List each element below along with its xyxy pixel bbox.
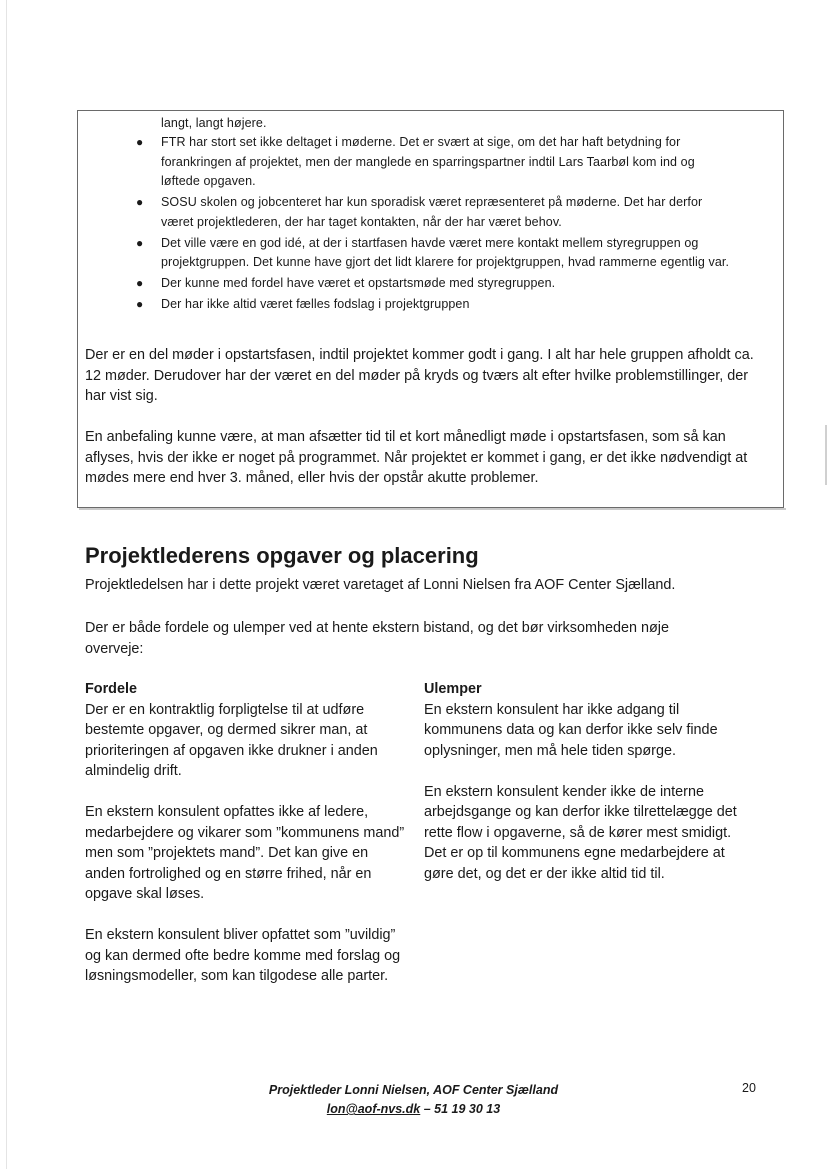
list-item <box>136 234 736 273</box>
box-bullet-list <box>136 133 736 316</box>
list-item-text: Der har ikke altid været fælles fodslag i projektgruppen <box>161 297 470 311</box>
bullet-icon: ● <box>136 195 144 209</box>
pros-column <box>85 679 410 1007</box>
box-paragraph-meetings: Der er en del møder i opstartsfasen, indtil projektet kommer godt i gang. I alt har hele gruppen afholdt ca. 12 møder. Derudover har der været en del møder på kryds og tværs alt efter hvilke problemstillinger, der har vist sig. <box>85 347 754 404</box>
bullet-icon: ● <box>136 276 144 290</box>
list-item-text: FTR har stort set ikke deltaget i møderne. Det er svært at sige, om det har haft betydning for forankringen af projektet, men der manglede en sparringspartner indtil Lars Taarbøl kom ind og løftede opgaven. <box>161 135 695 188</box>
cons-paragraph: En ekstern konsulent har ikke adgang til kommunens data og kan derfor ikke selv finde oplysninger, men må hele tiden spørge. <box>424 701 718 759</box>
bullet-icon: ● <box>136 135 144 149</box>
pros-paragraph: Der er en kontraktlig forpligtelse til at udføre bestemte opgaver, og dermed sikrer man, at prioriteringen af opgaven ikke drukner i anden almindelig drift. <box>85 701 378 779</box>
page-edge-line <box>6 0 7 1169</box>
pros-heading: Fordele <box>85 681 137 697</box>
page-number: 20 <box>742 1081 756 1095</box>
list-item <box>136 295 736 315</box>
list-item <box>136 133 736 192</box>
list-item <box>136 193 736 232</box>
footer-email-link[interactable]: lon@aof-nvs.dk <box>326 1102 421 1116</box>
list-item-text: SOSU skolen og jobcenteret har kun sporadisk været repræsenteret på møderne. Det har derfor været projektlederen, der har taget kontakten, når der har været behov. <box>161 195 703 229</box>
list-item-text: Der kunne med fordel have været et opstartsmøde med styregruppen. <box>161 276 556 290</box>
pros-paragraph: En ekstern konsulent bliver opfattet som ”uvildig” og kan dermed ofte bedre komme med forslag og løsningsmodeller, som kan tilgodese alle parter. <box>85 927 401 984</box>
footer-phone: – 51 19 30 13 <box>420 1102 501 1116</box>
footer-contact <box>0 1100 827 1119</box>
page-footer <box>0 1081 827 1119</box>
bullet-icon: ● <box>136 297 144 311</box>
box-continuation-text: langt, langt højere. <box>161 116 267 130</box>
section-paragraph: Der er både fordele og ulemper ved at hente ekstern bistand, og det bør virksomheden nøje overveje: <box>85 620 669 657</box>
pros-paragraph: En ekstern konsulent opfattes ikke af ledere, medarbejdere og vikarer som ”kommunens mand” men som ”projektets mand”. Det kan give en anden fortrolighed og en større frihed, når en opgave skal løses. <box>85 804 405 902</box>
cons-heading: Ulemper <box>424 681 482 697</box>
section-intro: Projektledelsen har i dette projekt været varetaget af Lonni Nielsen fra AOF Center Sjælland. <box>85 577 676 593</box>
box-paragraph-recommendation: En anbefaling kunne være, at man afsætter tid til et kort månedligt møde i opstartsfasen, som så kan aflyses, hvis der ikke er noget på programmet. Når projektet er kommet i gang, er det ikke nødvendigt at mødes mere end hver 3. måned, eller hvis der opstår akutte problemer. <box>85 429 748 486</box>
section-heading: Projektlederens opgaver og placering <box>85 543 479 568</box>
cons-paragraph: En ekstern konsulent kender ikke de interne arbejdsgange og kan derfor ikke tilrettelægge det rette flow i opgaverne, så de kører mest smidigt. Det er op til kommunens egne medarbejdere at gøre det, og det er der ikke altid tid til. <box>424 783 737 882</box>
footer-author: Projektleder Lonni Nielsen, AOF Center Sjælland <box>268 1083 559 1097</box>
cons-column <box>424 679 749 905</box>
list-item-text: Det ville være en god idé, at der i startfasen havde været mere kontakt mellem styregruppen og projektgruppen. Det kunne have gjort det lidt klarere for projektgruppen, hvad rammerne egentlig var. <box>161 235 730 269</box>
list-item <box>136 274 736 294</box>
bullet-icon: ● <box>136 235 144 250</box>
text-box-shadow <box>79 508 786 510</box>
